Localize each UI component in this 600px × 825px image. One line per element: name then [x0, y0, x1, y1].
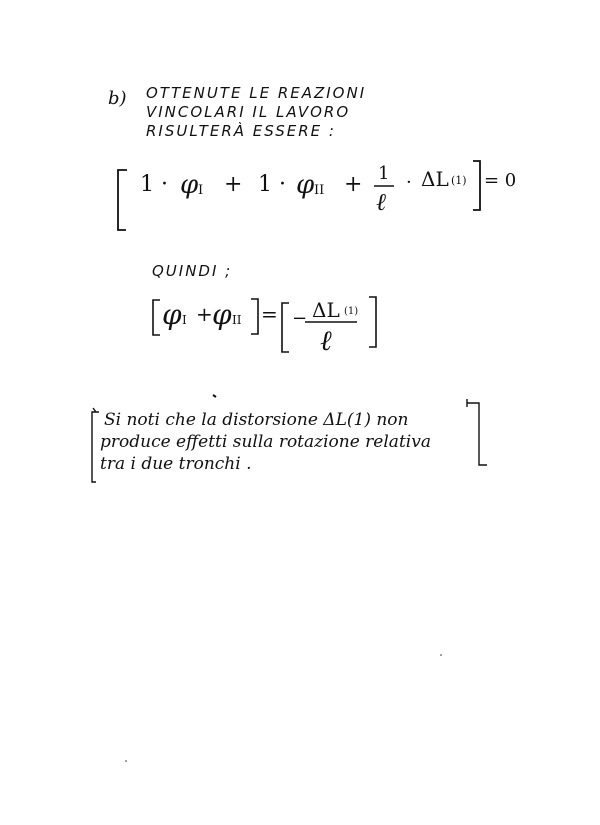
- eq1-sub-2: II: [314, 183, 325, 198]
- note-right-bracket: [467, 399, 487, 465]
- eq1-plus-2: +: [344, 172, 363, 197]
- eq2-denominator: ℓ: [320, 324, 332, 357]
- eq1-phi-1: φ: [180, 170, 199, 200]
- eq2-delta-l: ΔL: [312, 298, 340, 322]
- note-line-1: Si noti che la distorsione ΔL(1) non: [104, 410, 409, 430]
- eq2-phi-2: φ: [212, 298, 232, 331]
- eq2-delta-subscript: (1): [344, 306, 359, 317]
- eq1-fraction-denominator: ℓ: [376, 188, 386, 216]
- eq1-plus-1: +: [224, 172, 243, 197]
- eq1-coef-1: 1 ·: [140, 172, 168, 197]
- eq2-plus: +: [196, 302, 213, 326]
- intro-line-2: VINCOLARI IL LAVORO: [146, 103, 351, 121]
- speck: [440, 654, 442, 656]
- eq2-minus: −: [292, 308, 308, 329]
- eq2-sub-1: I: [182, 313, 187, 327]
- note-line-2: produce effetti sulla rotazione relativa: [100, 432, 431, 452]
- eq1-fraction-numerator: 1: [378, 163, 390, 184]
- eq1-delta-subscript: (1): [451, 174, 467, 187]
- eq1-left-bracket: [118, 170, 127, 230]
- eq2-right-bracket-2: [369, 297, 376, 347]
- eq1-dot: ·: [406, 172, 412, 193]
- eq1-phi-2: φ: [296, 170, 315, 200]
- intro-line-1: OTTENUTE LE REAZIONI: [146, 84, 367, 102]
- eq2-left-bracket-2: [282, 303, 289, 352]
- eq2-right-bracket-1: [251, 299, 258, 334]
- eq2-equals: =: [261, 302, 278, 326]
- eq2-sub-2: II: [232, 313, 242, 327]
- section-label: b): [108, 88, 127, 109]
- eq1-rhs: = 0: [484, 170, 517, 191]
- eq1-right-bracket: [473, 161, 480, 210]
- eq2-left-bracket-1: [153, 300, 160, 335]
- eq2-phi-1: φ: [162, 298, 182, 331]
- stray-mark: [213, 395, 216, 397]
- note-left-bracket: [92, 408, 99, 482]
- eq1-coef-2: 1 ·: [258, 172, 286, 197]
- quindi-label: QUINDI ;: [152, 262, 233, 280]
- note-line-3: tra i due tronchi .: [100, 454, 252, 474]
- eq1-delta-l: ΔL: [421, 167, 449, 191]
- eq1-sub-1: I: [198, 183, 204, 198]
- speck: [125, 760, 127, 762]
- intro-line-3: RISULTERÀ ESSERE :: [146, 122, 336, 140]
